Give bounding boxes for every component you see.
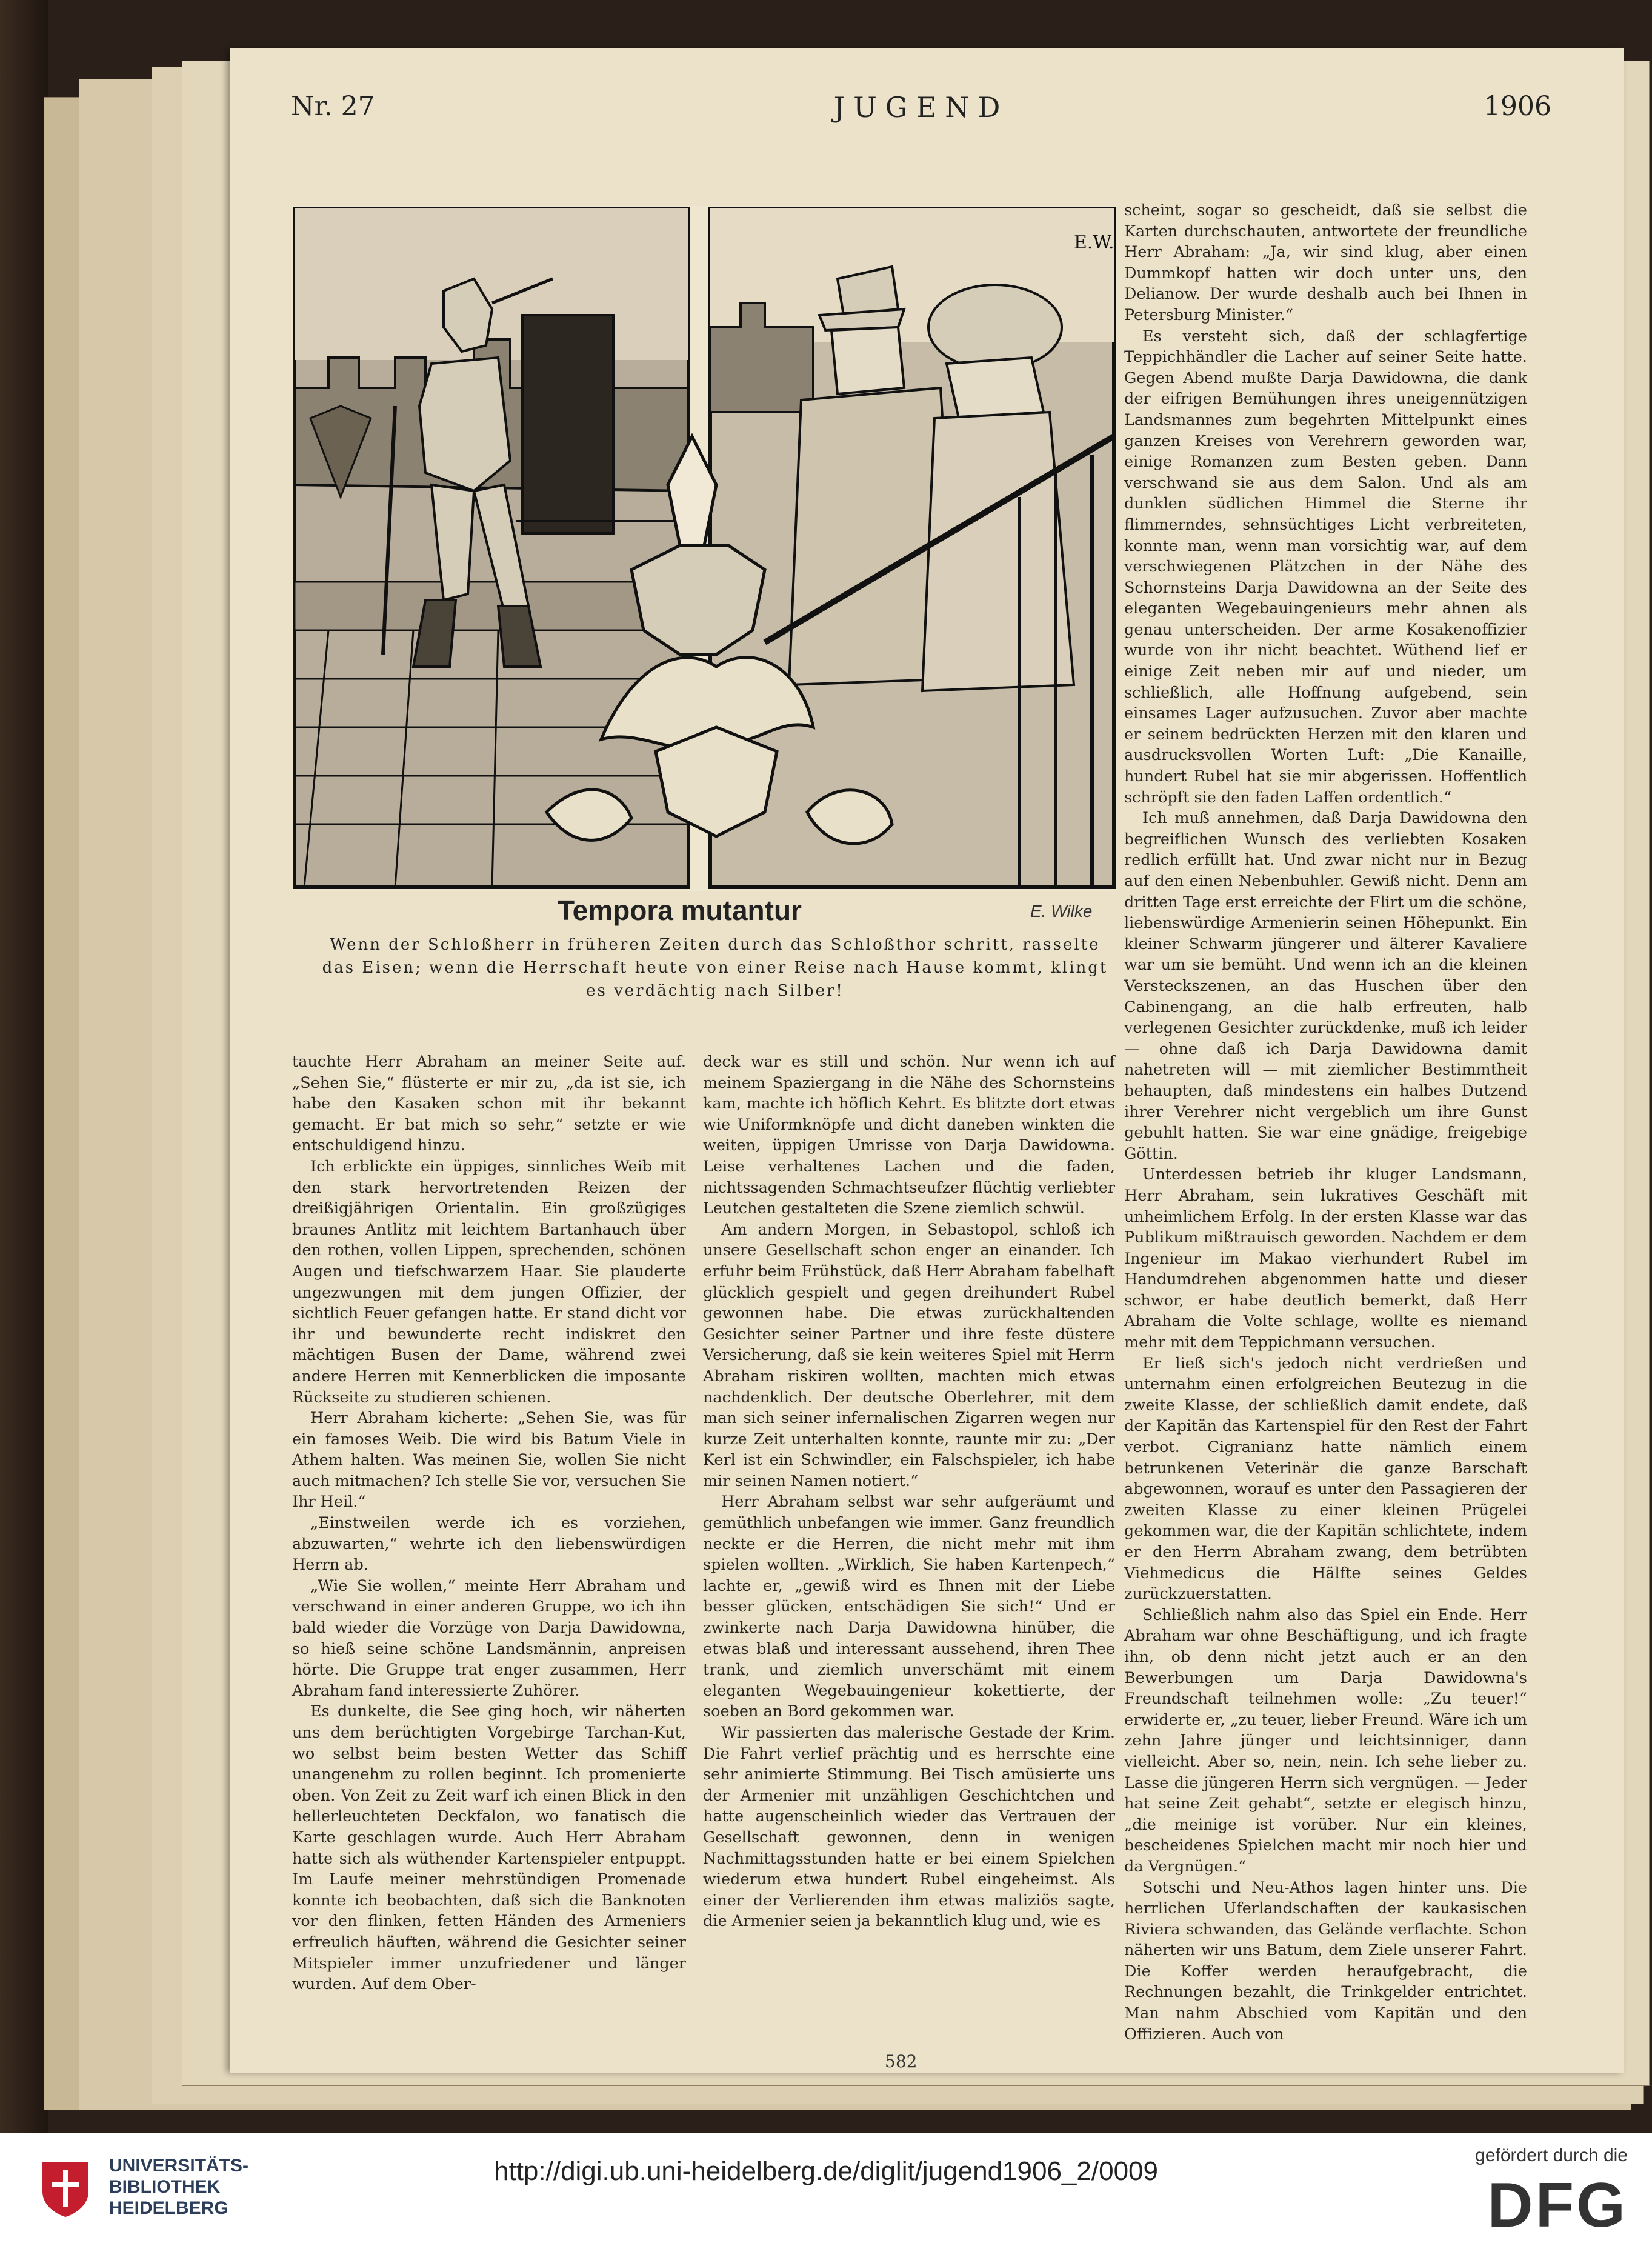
paragraph: „Wie Sie wollen,“ meinte Herr Abraham und verschwand in einer anderen Gruppe, wo ich ihn bald wieder die Vorzüge von Darja Dawidowna, so hieß seine schöne Landsmännin, anpreisen hörte. Die Gruppe trat enger zusammen, Herr Abraham fand interessierte Zuhörer. bbox=[292, 1576, 686, 1700]
paragraph: Ich erblickte ein üppiges, sinnliches Weib mit den stark hervortretenden Reizen der dreißigjährigen Orientalin. Ein großzügiges braunes Antlitz mit leichtem Bartanhauch über den rothen, vollen Lippen, sprechenden, schönen Augen und tiefschwarzem Haar. Sie plauderte ungezwungen mit dem jungen Offizier, der sichtlich Feuer gefangen hatte. Er stand dicht vor ihr und bewunderte recht indiskret den mächtigen Busen der Dame, während zwei andere Herren mit Kennerblicken die imposante Rückseite zu studieren schienen. bbox=[292, 1157, 686, 1407]
text-column-3 bbox=[1124, 200, 1527, 2045]
funding-note: gefördert durch die bbox=[1475, 2145, 1628, 2165]
paragraph: Es dunkelte, die See ging hoch, wir näherten uns dem berüchtigten Vorgebirge Tarchan-Kut, wo selbst beim besten Wetter das Schiff unangenehm zu rollen beginnt. Ich promenierte oben. Von Zeit zu Zeit warf ich einen Blick in den hellerleuchteten Deckfalon, wo fanatisch die Karte geschlagen wurde. Auch Herr Abraham hatte sich als wüthender Kartenspieler entpuppt. Im Laufe meiner mehrstündigen Promenade konnte ich beobachten, daß sich die Banknoten vor den flinken, fetten Händen des Armeniers erfreulich häuften, während die Gesichter seiner Mitspieler immer unzufriedener und länger wurden. Auf dem Ober- bbox=[292, 1702, 686, 1994]
lady-figure bbox=[922, 285, 1074, 691]
page-header bbox=[291, 91, 1551, 127]
paragraph: Unterdessen betrieb ihr kluger Landsmann, Herr Abraham, sein lukratives Geschäft mit unheimlichem Erfolg. In der ersten Klasse war das Publikum mißtrauisch geworden. Nachdem er dem Ingenieur im Makao vierhundert Rubel im Handumdrehen abgenommen hatte und dieser schwor, er habe deutlich bemerkt, daß Herr Abraham die Volte schlage, wollte es niemand mehr mit dem Teppichmann versuchen. bbox=[1124, 1165, 1527, 1352]
left-panel bbox=[295, 208, 688, 887]
paragraph: scheint, sogar so gescheidt, daß sie selbst die Karten durchschauten, antwortete der freundliche Herr Abraham: „Ja, wir sind klug, aber einen Dummkopf hatten wir doch unter uns, den Delianow. Der wurde deshalb auch bei Ihnen in Petersburg Minister.“ bbox=[1124, 201, 1527, 324]
paragraph: Ich muß annehmen, daß Darja Dawidowna den begreiflichen Wunsch des verliebten Kosaken redlich erfüllt hat. Und zwar nicht nur in Bezug auf den einen Nebenbuhler. Gewiß nicht. Denn am dritten Tage erst erreichte der Flirt um die schöne, liebenswürdige Armenierin seinen Höhepunkt. Ein kleiner Schwarm jüngerer und älterer Kavaliere war um sie bemüht. Und wenn ich an die kleinen Versteckszenen, an das Huschen über den Cabinengang, an die halb erfreuten, halb verlegenen Gesichter zurückdenke, muß ich leider — ohne daß ich Darja Dawidowna damit nahetreten will — mit ziemlicher Bestimmtheit behaupten, daß mindestens ein halbes Dutzend ihrer Verehrer nicht vergeblich um ihre Gunst gebuhlt hatten. Sie war eine gnädige, freigebige Göttin. bbox=[1124, 809, 1527, 1163]
paragraph: Schließlich nahm also das Spiel ein Ende. Herr Abraham war ohne Beschäftigung, und ich fragte ihn, ob denn nicht jetzt auch er an den Bewerbungen um Darja Dawidowna's Freundschaft teilnehmen wolle: „Zu teuer!“ erwiderte er, „zu teuer, lieber Freund. Wäre ich um zehn Jahre jünger und leichtsinniger, dann vielleicht. Aber so, nein, nein. Ich sehe lieber zu. Lasse die jüngeren Herrn sich vergnügen. — Jeder hat seine Zeit gehabt“, setzte er elegisch hinzu, „die meinige ist vorüber. Nur ein kleines, bescheidenes Spielchen macht mir noch hier und da Vergnügen.“ bbox=[1124, 1605, 1527, 1876]
paragraph: Es versteht sich, daß der schlagfertige Teppichhändler die Lacher auf seiner Seite hatte. Gegen Abend mußte Darja Dawidowna, die dank der eifrigen Bemühungen ihres uneigennützigen Landsmannes zum begehrten Mittelpunkt eines ganzen Kreises von Verehrern geworden war, einige Romanzen zum Besten geben. Dann verschwand sie aus dem Salon. Und als am dunklen südlichen Himmel die Sterne ihr flimmerndes, sehnsüchtiges Licht verbreiteten, konnte man, wenn man vorsichtig war, auf dem verschwiegenen Plätzchen in der Nähe des Schornsteins Darja Dawidowna an der Seite des eleganten Wegebauingenieurs mehr ahnen als genau unterscheiden. Der arme Kosakenoffizier wurde von ihr nicht beachtet. Wüthend lief er einige Zeit neben mir auf und nieder, um schließlich, alle Hoffnung aufgebend, sein einsames Lager aufzusuchen. Zuvor aber machte er seinem bedrückten Herzen mit den klaren und ausdrucksvollen Worten Luft: „Die Kanaille, hundert Rubel hat sie mir abgerissen. Hoffentlich schröpft sie den faden Laffen ordentlich.“ bbox=[1124, 327, 1527, 807]
paragraph: deck war es still und schön. Nur wenn ich auf meinem Spaziergang in die Nähe des Schornsteins kam, machte ich höflich Kehrt. Es blitzte dort etwas wie Uniformknöpfe und dicht daneben winkten die weiten, üppigen Umrisse von Darja Dawidowna. Leise verhaltenes Lachen und die faden, nichtssagenden Schmachtseufzer flüchtig verliebter Leutchen gestalteten die Szene ziemlich schwül. bbox=[703, 1053, 1115, 1218]
library-logo-text[interactable]: UNIVERSITÄTS- BIBLIOTHEK HEIDELBERG bbox=[109, 2156, 249, 2218]
source-url-link[interactable]: http://digi.ub.uni-heidelberg.de/diglit/jugend1906_2/0009 bbox=[494, 2156, 1158, 2186]
book-binding bbox=[0, 0, 48, 2133]
issue-number: Nr. 27 bbox=[291, 91, 375, 122]
artist-monogram: E.W. bbox=[1074, 232, 1114, 253]
text-column-1 bbox=[292, 1051, 686, 1995]
caption-artist: E. Wilke bbox=[1030, 902, 1093, 921]
paragraph: Er ließ sich's jedoch nicht verdrießen und unternahm einen erfolgreichen Beutezug in die zweite Klasse, der schließlich damit endete, daß der Kapitän das Kartenspiel für den Rest der Fahrt verbot. Cigranianz hatte nämlich einem betrunkenen Veterinär die ganze Barschaft abgewonnen, worauf es unter den Passagieren der zweiten Klasse zu einer kleinen Prügelei gekommen war, die der Kapitän schlichtete, indem er den Herrn Abraham zwang, dem betrübten Viehmedicus die Hälfte seines Geldes zurückzuerstatten. bbox=[1124, 1354, 1527, 1604]
paragraph: Wir passierten das malerische Gestade der Krim. Die Fahrt verlief prächtig und es herrschte eine sehr animierte Stimmung. Bei Tisch amüsierte uns der Armenier mit unzähligen Geschichtchen und hatte augenscheinlich wieder das Vertrauen der Gesellschaft gewonnen, denn in wenigen Nachmittagsstunden hatte er bei einem Spielchen wiederum etwa hundert Rubel eingeheimst. Als einer der Verlierenden ihm etwas maliziös sagte, die Armenier seien ja bekanntlich klug und, wie es bbox=[703, 1724, 1115, 1931]
caption-text: Wenn der Schloßherr in früheren Zeiten durch das Schloßthor schritt, rasselte das Eisen; wenn die Herrschaft heute von einer Reise nach Hause kommt, klingt es verdächtig nach Silber! bbox=[322, 936, 1108, 1000]
dfg-logo[interactable]: DFG bbox=[1487, 2170, 1628, 2241]
paragraph: tauchte Herr Abraham an meiner Seite auf. „Sehen Sie,“ flüsterte er mir zu, „da ist sie, ich habe den Kasaken schon mit ihr bekannt gemacht. Er bat mich so sehr,“ setzte er wie entschuldigend hinzu. bbox=[292, 1053, 686, 1155]
illustration bbox=[292, 206, 1116, 891]
paragraph: Sotschi und Neu-Athos lagen hinter uns. Die herrlichen Uferlandschaften der kaukasischen Riviera schwanden, das Gelände verflachte. Schon näherten wir uns Batum, dem Ziele unserer Fahrt. Die Koffer werden heraufgebracht, die Rechnungen bezahlt, die Trinkgelder entrichtet. Man nahm Abschied vom Kapitän und den Offizieren. Auch von bbox=[1124, 1878, 1527, 2044]
paragraph: Herr Abraham selbst war sehr aufgeräumt und gemüthlich unbefangen wie immer. Ganz freundlich neckte er die Herren, die nicht mehr mit ihm spielen wollten. „Wirklich, Sie haben Kartenpech,“ lachte er, „gewiß wird es Ihnen mit der Liebe besser glücken, entschädigen Sie sich!“ Und er zwinkerte nach Darja Dawidowna hinüber, die etwas blaß und interessant aussehend, ihren Thee trank, und ziemlich unverschämt mit einem eleganten Wegebauingenieur kokettierte, der soeben an Bord gekommen war. bbox=[703, 1493, 1115, 1721]
paragraph: „Einstweilen werde ich es vorziehen, abzuwarten,“ wehrte ich den liebenswürdigen Herrn ab. bbox=[292, 1514, 686, 1575]
page-number: 582 bbox=[885, 2051, 918, 2071]
caption-title: Tempora mutantur bbox=[558, 895, 802, 926]
year: 1906 bbox=[1484, 91, 1551, 122]
magazine-title: JUGEND bbox=[833, 91, 1009, 124]
paragraph: Herr Abraham kicherte: „Sehen Sie, was für ein famoses Weib. Die wird bis Batum Viele in Athem halten. Was meinen Sie, wollen Sie nicht auch mitmachen? Ich stelle Sie vor, versuchen Sie Ihr Heil.“ bbox=[292, 1409, 686, 1511]
paragraph: Am andern Morgen, in Sebastopol, schloß ich unsere Gesellschaft schon enger an einander. Ich erfuhr beim Frühstück, daß Herr Abraham fabelhaft glücklich gespielt und gegen dreihundert Rubel gewonnen habe. Die etwas zurückhaltenden Gesichter seiner Partner und ihre feste düstere Versicherung, daß sie kein weiteres Spiel mit Herrn Abraham riskiren wollten, machten mich etwas nachdenklich. Der deutsche Oberlehrer, mit dem man sich seiner infernalischen Zigarren wegen nur kurze Zeit unterhalten konnte, raunte mir zu: „Der Kerl ist ein Schwindler, ein Falschspieler, ich habe mir seinen Namen notiert.“ bbox=[703, 1220, 1115, 1490]
text-column-2 bbox=[703, 1051, 1115, 1932]
